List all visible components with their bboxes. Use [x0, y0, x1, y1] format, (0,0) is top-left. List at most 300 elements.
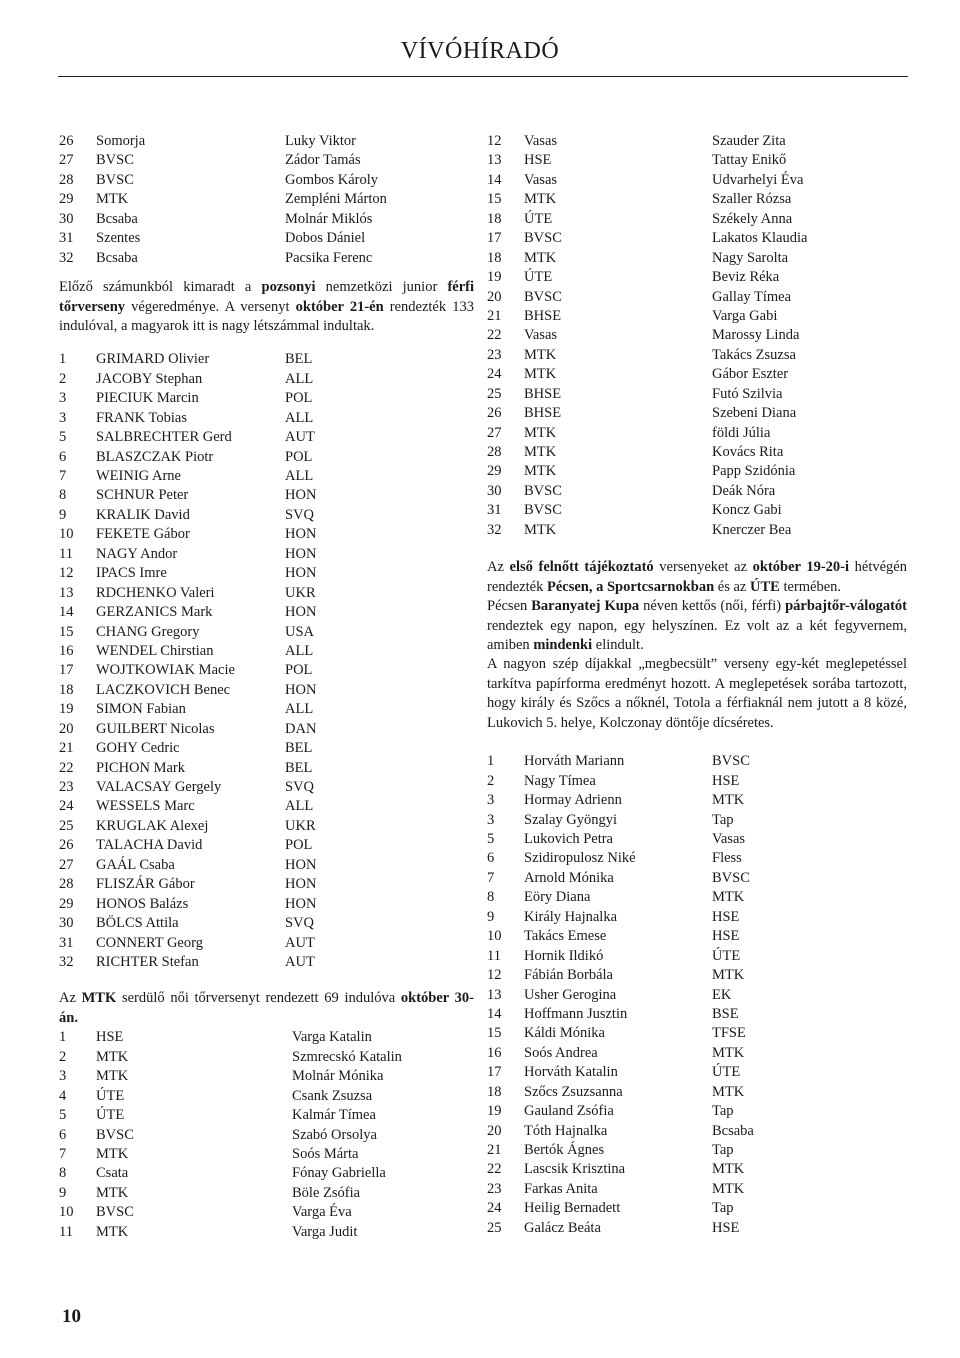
name-cell: MTK: [524, 346, 557, 363]
name-cell: Somorja: [96, 133, 146, 149]
name-cell: Hornik Ildikó: [524, 947, 604, 964]
rank-cell: 17: [59, 662, 74, 679]
name-cell: MTK: [96, 1145, 129, 1162]
name-cell: Horváth Mariann: [524, 753, 625, 770]
table-row: [487, 908, 907, 927]
value-cell: Gombos Károly: [285, 171, 379, 188]
name-cell: Káldi Mónika: [524, 1025, 605, 1042]
value-cell: MTK: [712, 889, 745, 906]
value-cell: Varga Judit: [292, 1223, 358, 1240]
table-row: [59, 739, 474, 758]
value-cell: földi Júlia: [712, 424, 771, 441]
para-bold: mindenki: [533, 637, 593, 653]
name-cell: BVSC: [524, 502, 562, 519]
value-cell: MTK: [712, 1083, 745, 1100]
table-row: [59, 1184, 474, 1203]
value-cell: Zempléni Márton: [285, 191, 387, 208]
table-row: [59, 836, 474, 855]
rank-cell: 12: [487, 967, 502, 984]
rank-cell: 19: [487, 1103, 502, 1120]
value-cell: BEL: [285, 351, 313, 368]
name-cell: MTK: [524, 249, 557, 266]
rank-cell: 31: [487, 502, 502, 519]
value-cell: Lakatos Klaudia: [712, 230, 808, 247]
name-cell: HONOS Balázs: [96, 895, 189, 912]
value-cell: ALL: [285, 409, 314, 426]
rank-cell: 18: [487, 210, 502, 227]
name-cell: VALACSAY Gergely: [96, 779, 222, 796]
table-row: [59, 914, 474, 933]
table-row: [487, 171, 907, 190]
rank-cell: 25: [59, 817, 74, 834]
value-cell: ALL: [285, 370, 314, 387]
name-cell: NAGY Andor: [96, 545, 178, 562]
value-cell: MTK: [712, 1044, 745, 1061]
value-cell: Varga Katalin: [292, 1029, 372, 1046]
rank-cell: 28: [59, 876, 74, 893]
table-row: [487, 966, 907, 985]
value-cell: DAN: [285, 720, 317, 737]
value-cell: HON: [285, 545, 317, 562]
rank-cell: 11: [59, 1223, 73, 1240]
table-row: [487, 1102, 907, 1121]
value-cell: Gallay Tímea: [712, 288, 792, 305]
name-cell: SALBRECHTER Gerd: [96, 429, 232, 446]
value-cell: HSE: [712, 1219, 740, 1236]
name-cell: CHANG Gregory: [96, 623, 200, 640]
rank-cell: 5: [59, 1107, 67, 1124]
table-row: [59, 210, 474, 229]
table-row: [487, 501, 907, 520]
name-cell: Arnold Mónika: [524, 869, 614, 886]
para-bold: október 19-20-i: [752, 559, 850, 576]
value-cell: Koncz Gabi: [712, 502, 782, 519]
table-row: [487, 947, 907, 966]
value-cell: POL: [285, 448, 313, 465]
value-cell: Kalmár Tímea: [292, 1107, 376, 1124]
table-row: [59, 1223, 474, 1242]
pozsonyi-intro-paragraph: [59, 278, 474, 336]
rank-cell: 8: [487, 889, 495, 906]
para-bold: ÚTE: [749, 578, 780, 595]
rank-cell: 18: [59, 681, 74, 698]
dijak-paragraph: A nagyon szép díjakkal „megbecsült” verseny egy-két meglepetéssel tarkítva papírforma eredményt hozott. A meglepetések sorába tartozott, hogy király és Szőcs a nőknél, Totola a férfiaknál nem jutott a 8 közé, Lukovich 5. helye, Kolczonay döntője dícséretes.: [487, 656, 907, 731]
name-cell: MTK: [524, 424, 557, 441]
rank-cell: 16: [59, 642, 74, 659]
table-row: [487, 404, 907, 423]
para-bold: október 30-án.: [59, 990, 474, 1026]
value-cell: UKR: [285, 584, 316, 601]
name-cell: HSE: [96, 1029, 124, 1046]
table-row: [59, 584, 474, 603]
rank-cell: 26: [59, 133, 74, 149]
table-row: [487, 791, 907, 810]
value-cell: MTK: [712, 1180, 745, 1197]
para-bold: pozsonyi: [261, 279, 316, 296]
value-cell: Knerczer Bea: [712, 521, 792, 538]
rank-cell: 8: [59, 487, 67, 504]
para-bold: Pécsen, a Sportcsarnokban: [546, 578, 715, 595]
value-cell: SVQ: [285, 506, 315, 523]
name-cell: CONNERT Georg: [96, 934, 203, 951]
right-column: [487, 132, 907, 1238]
table-row: [59, 1203, 474, 1222]
page-header-title: VÍVÓHÍRADÓ: [400, 38, 560, 64]
table-row: [487, 521, 907, 540]
value-cell: AUT: [285, 429, 315, 446]
rank-cell: 32: [59, 953, 74, 970]
name-cell: BVSC: [96, 152, 134, 169]
name-cell: MTK: [96, 1068, 129, 1085]
rank-cell: 27: [59, 856, 74, 873]
value-cell: MTK: [712, 1161, 745, 1178]
value-cell: POL: [285, 837, 313, 854]
table-row: [487, 443, 907, 462]
table-row: [59, 249, 474, 268]
para-text: elindult.: [592, 637, 644, 653]
value-cell: Molnár Mónika: [292, 1068, 384, 1085]
name-cell: Csata: [96, 1165, 129, 1182]
results-table-end: [59, 132, 474, 268]
value-cell: Tap: [712, 1142, 734, 1159]
para-bold: párbajtőr-válogatót: [785, 598, 907, 615]
rank-cell: 16: [487, 1044, 502, 1061]
table-row: [59, 681, 474, 700]
name-cell: KRALIK David: [96, 506, 190, 523]
rank-cell: 11: [487, 947, 501, 964]
rank-cell: 22: [487, 1161, 502, 1178]
value-cell: HSE: [712, 928, 740, 945]
name-cell: Fábián Borbála: [524, 967, 613, 984]
table-row: [59, 1164, 474, 1183]
table-row: [487, 986, 907, 1005]
value-cell: Marossy Linda: [712, 327, 800, 344]
name-cell: BÖLCS Attila: [96, 915, 179, 932]
rank-cell: 9: [59, 1184, 67, 1201]
value-cell: ALL: [285, 798, 314, 815]
name-cell: WOJTKOWIAK Macie: [96, 662, 235, 679]
value-cell: SVQ: [285, 915, 315, 932]
value-cell: ALL: [285, 701, 314, 718]
name-cell: GRIMARD Olivier: [96, 351, 210, 368]
rank-cell: 21: [487, 307, 502, 324]
name-cell: WESSELS Marc: [96, 798, 195, 815]
rank-cell: 10: [59, 526, 74, 543]
rank-cell: 6: [59, 1126, 67, 1143]
rank-cell: 26: [487, 405, 502, 422]
name-cell: JACOBY Stephan: [96, 370, 203, 387]
name-cell: WEINIG Arne: [96, 468, 181, 485]
value-cell: TFSE: [712, 1025, 746, 1042]
rank-cell: 28: [59, 171, 74, 188]
rank-cell: 24: [487, 1200, 502, 1217]
table-row: [487, 1024, 907, 1043]
table-row: [59, 151, 474, 170]
value-cell: BEL: [285, 759, 313, 776]
value-cell: Tap: [712, 1103, 734, 1120]
name-cell: LACZKOVICH Benec: [96, 681, 231, 698]
name-cell: Galácz Beáta: [524, 1219, 601, 1236]
value-cell: HON: [285, 876, 317, 893]
table-row: [487, 307, 907, 326]
value-cell: Fónay Gabriella: [292, 1165, 386, 1182]
rank-cell: 28: [487, 444, 502, 460]
table-row: [487, 288, 907, 307]
rank-cell: 15: [487, 191, 502, 208]
para-text: termében.: [779, 578, 842, 595]
name-cell: MTK: [524, 463, 557, 480]
rank-cell: 7: [59, 468, 67, 485]
name-cell: Szőcs Zsuzsanna: [524, 1083, 623, 1100]
rank-cell: 3: [59, 409, 67, 426]
rank-cell: 5: [59, 429, 67, 446]
value-cell: Takács Zsuzsa: [712, 346, 796, 363]
table-row: [59, 817, 474, 836]
name-cell: MTK: [524, 521, 557, 538]
value-cell: HON: [285, 681, 317, 698]
name-cell: Lascsik Krisztina: [524, 1161, 626, 1178]
para-bold: férfi tőrverseny: [59, 279, 474, 315]
table-row: [59, 428, 474, 447]
para-text: néven kettős (női, férfi): [639, 598, 786, 615]
name-cell: GERZANICS Mark: [96, 604, 213, 621]
table-row: [59, 564, 474, 583]
rank-cell: 23: [59, 779, 74, 796]
table-row: [487, 1141, 907, 1160]
value-cell: Bcsaba: [712, 1122, 754, 1139]
rank-cell: 23: [487, 346, 502, 363]
rank-cell: 30: [59, 915, 74, 932]
name-cell: Soós Andrea: [524, 1044, 598, 1061]
value-cell: Udvarhelyi Éva: [712, 171, 804, 188]
name-cell: GUILBERT Nicolas: [96, 720, 215, 737]
value-cell: Szaller Rózsa: [712, 191, 792, 208]
table-row: [487, 229, 907, 248]
value-cell: Tap: [712, 811, 734, 828]
rank-cell: 24: [487, 366, 502, 383]
table-row: [59, 448, 474, 467]
name-cell: Hoffmann Jusztin: [524, 1005, 628, 1022]
value-cell: Luky Viktor: [285, 133, 356, 149]
table-row: [487, 1044, 907, 1063]
table-row: [59, 720, 474, 739]
value-cell: Molnár Miklós: [285, 210, 373, 227]
value-cell: Gábor Eszter: [712, 366, 789, 383]
para-text: Pécsen: [487, 598, 532, 615]
para-bold: első felnőtt tájékoztató: [509, 559, 654, 576]
table-row: [59, 486, 474, 505]
value-cell: Tattay Enikő: [712, 152, 787, 169]
name-cell: SCHNUR Peter: [96, 487, 189, 504]
table-row: [487, 151, 907, 170]
value-cell: Varga Éva: [292, 1204, 352, 1221]
name-cell: Bcsaba: [96, 249, 138, 266]
rank-cell: 15: [487, 1025, 502, 1042]
rank-cell: 13: [487, 152, 502, 169]
name-cell: BVSC: [96, 1126, 134, 1143]
rank-cell: 29: [59, 191, 74, 208]
table-row: [59, 875, 474, 894]
name-cell: Szentes: [96, 230, 141, 247]
value-cell: Deák Nóra: [712, 482, 776, 499]
para-text: Az: [59, 990, 82, 1007]
table-row: [487, 1180, 907, 1199]
rank-cell: 20: [487, 1122, 502, 1139]
rank-cell: 2: [59, 370, 67, 387]
value-cell: Zádor Tamás: [285, 152, 361, 169]
value-cell: Pacsika Ferenc: [285, 249, 373, 266]
rank-cell: 18: [487, 1083, 502, 1100]
rank-cell: 17: [487, 1064, 502, 1081]
name-cell: SIMON Fabian: [96, 701, 186, 718]
name-cell: FEKETE Gábor: [96, 526, 190, 543]
table-row: [487, 1122, 907, 1141]
name-cell: BLASZCZAK Piotr: [96, 448, 214, 465]
felnott-tajekoztato-paragraph: [487, 558, 907, 597]
rank-cell: 14: [59, 604, 74, 621]
name-cell: Heilig Bernadett: [524, 1200, 621, 1217]
value-cell: BVSC: [712, 869, 750, 886]
table-row: [59, 1028, 474, 1047]
para-text: hétvégén rendezték: [487, 559, 907, 595]
value-cell: Tap: [712, 1200, 734, 1217]
value-cell: Varga Gabi: [712, 307, 778, 324]
name-cell: MTK: [524, 366, 557, 383]
value-cell: Csank Zsuzsa: [292, 1087, 373, 1104]
rank-cell: 2: [487, 772, 495, 789]
pozsonyi-results-table: [59, 350, 474, 972]
table-row: [59, 545, 474, 564]
value-cell: HSE: [712, 908, 740, 925]
name-cell: Horváth Katalin: [524, 1064, 618, 1081]
name-cell: Szidiropulosz Niké: [524, 850, 636, 867]
table-row: [487, 1005, 907, 1024]
name-cell: WENDEL Chirstian: [96, 642, 214, 659]
name-cell: ÚTE: [524, 210, 553, 227]
table-row: [59, 759, 474, 778]
rank-cell: 12: [487, 133, 502, 149]
value-cell: HON: [285, 895, 317, 912]
rank-cell: 8: [59, 1165, 67, 1182]
table-row: [487, 1219, 907, 1238]
name-cell: MTK: [524, 444, 557, 460]
table-row: [59, 1145, 474, 1164]
name-cell: Gauland Zsófia: [524, 1103, 614, 1120]
value-cell: AUT: [285, 953, 315, 970]
name-cell: MTK: [96, 1048, 129, 1065]
para-text: Az: [487, 559, 510, 576]
value-cell: Szmrecskó Katalin: [292, 1048, 402, 1065]
value-cell: Dobos Dániel: [285, 230, 366, 247]
value-cell: Szauder Zita: [712, 133, 786, 149]
name-cell: Vasas: [524, 133, 558, 149]
rank-cell: 31: [59, 230, 74, 247]
value-cell: HSE: [712, 772, 740, 789]
table-row: [487, 424, 907, 443]
rank-cell: 6: [59, 448, 67, 465]
name-cell: Tóth Hajnalka: [524, 1122, 608, 1139]
rank-cell: 14: [487, 171, 502, 188]
table-row: [487, 811, 907, 830]
name-cell: Bertók Ágnes: [524, 1142, 605, 1159]
table-row: [59, 467, 474, 486]
table-row: [59, 778, 474, 797]
value-cell: EK: [712, 986, 732, 1003]
rank-cell: 1: [59, 351, 67, 368]
table-row: [487, 249, 907, 268]
name-cell: Hormay Adrienn: [524, 792, 622, 809]
value-cell: ÚTE: [712, 947, 741, 964]
para-text: végeredménye. A versenyt: [125, 298, 296, 315]
name-cell: HSE: [524, 152, 552, 169]
rank-cell: 1: [487, 753, 495, 770]
rank-cell: 10: [487, 928, 502, 945]
value-cell: BVSC: [712, 753, 750, 770]
table-row: [59, 856, 474, 875]
para-bold: október 21-én: [295, 298, 384, 315]
value-cell: Beviz Réka: [712, 269, 780, 286]
table-row: [59, 700, 474, 719]
table-row: [487, 772, 907, 791]
table-row: [487, 190, 907, 209]
value-cell: MTK: [712, 792, 745, 809]
table-row: [487, 888, 907, 907]
table-row: [487, 1160, 907, 1179]
table-row: [59, 350, 474, 369]
table-row: [59, 190, 474, 209]
rank-cell: 19: [487, 269, 502, 286]
name-cell: BVSC: [96, 171, 134, 188]
name-cell: MTK: [96, 1184, 129, 1201]
table-row: [59, 623, 474, 642]
rank-cell: 15: [59, 623, 74, 640]
rank-cell: 21: [487, 1142, 502, 1159]
baranyatej-paragraph: [487, 597, 907, 655]
rank-cell: 1: [59, 1029, 67, 1046]
rank-cell: 9: [487, 908, 495, 925]
name-cell: Vasas: [524, 171, 558, 188]
name-cell: Usher Gerogina: [524, 986, 617, 1003]
table-row: [487, 830, 907, 849]
rank-cell: 22: [487, 327, 502, 344]
name-cell: BHSE: [524, 307, 562, 324]
table-row: [487, 482, 907, 501]
rank-cell: 3: [59, 390, 67, 407]
table-row: [487, 752, 907, 771]
value-cell: Székely Anna: [712, 210, 793, 227]
value-cell: HON: [285, 604, 317, 621]
name-cell: PICHON Mark: [96, 759, 186, 776]
rank-cell: 30: [487, 482, 502, 499]
rank-cell: 6: [487, 850, 495, 867]
para-text: rendeztek egy napon, egy helyszínen. Ez volt az a két fegyvernem, amiben: [487, 617, 907, 653]
name-cell: Bcsaba: [96, 210, 138, 227]
para-bold: Baranyatej Kupa: [531, 598, 640, 615]
value-cell: Kovács Rita: [712, 444, 784, 460]
name-cell: FLISZÁR Gábor: [96, 876, 195, 893]
para-text: versenyeket az: [653, 559, 753, 576]
rank-cell: 11: [59, 545, 73, 562]
table-row: [59, 389, 474, 408]
value-cell: Szabó Orsolya: [292, 1126, 377, 1143]
rank-cell: 27: [487, 424, 502, 441]
table-row: [487, 346, 907, 365]
rank-cell: 20: [59, 720, 74, 737]
name-cell: Szalay Gyöngyi: [524, 811, 618, 828]
table-row: [59, 642, 474, 661]
table-row: [487, 927, 907, 946]
table-row: [487, 1083, 907, 1102]
